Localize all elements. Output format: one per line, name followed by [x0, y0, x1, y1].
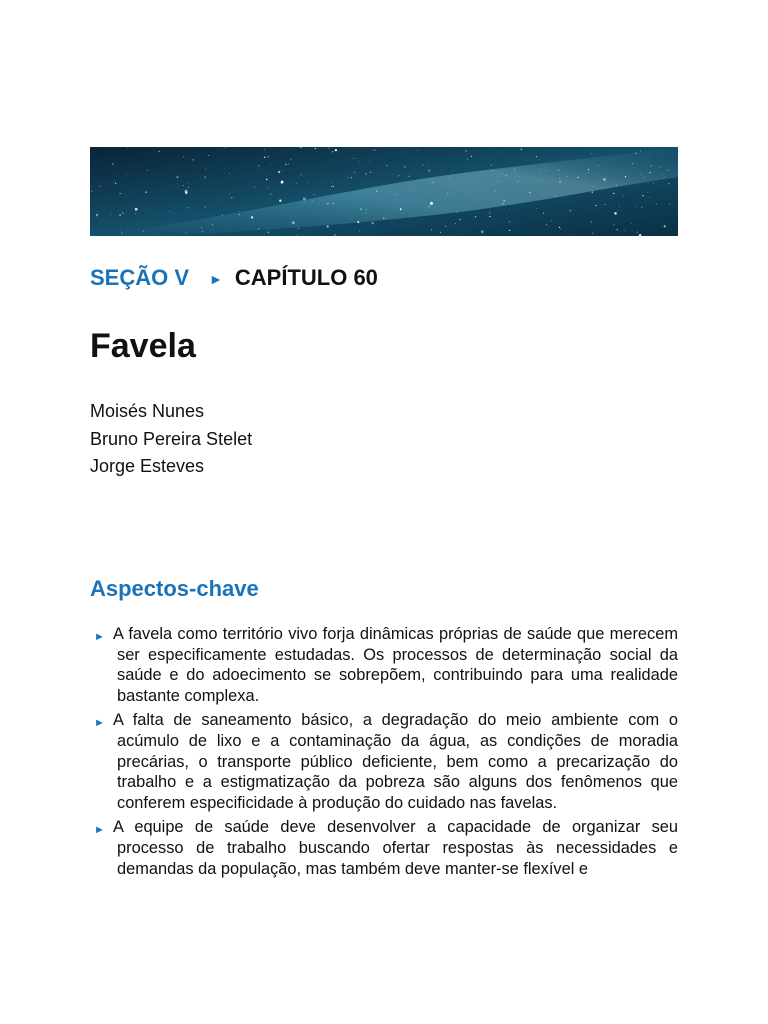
chapter-label: CAPÍTULO 60: [234, 265, 378, 290]
starfield-image: [90, 147, 678, 236]
star-dot: [506, 175, 507, 176]
star-dot: [651, 165, 652, 166]
star-dot: [120, 229, 121, 230]
star-dot: [295, 190, 296, 191]
star-dot: [559, 181, 560, 182]
star-dot: [186, 232, 187, 233]
star-dot: [300, 147, 301, 148]
star-dot: [431, 229, 432, 230]
star-dot: [669, 203, 670, 204]
star-dot: [664, 225, 666, 227]
star-dot: [231, 198, 232, 199]
star-dot: [489, 216, 490, 217]
star-dot: [266, 179, 267, 180]
star-dot: [624, 230, 625, 231]
star-dot: [327, 203, 328, 204]
star-dot: [254, 187, 255, 188]
star-dot: [311, 233, 312, 234]
star-dot: [466, 150, 467, 151]
star-dot: [619, 206, 620, 207]
star-dot: [176, 176, 178, 178]
star-dot: [668, 183, 669, 184]
star-dot: [631, 223, 632, 224]
star-dot: [481, 230, 484, 233]
star-dot: [359, 162, 360, 163]
star-dot: [239, 214, 240, 215]
star-dot: [135, 213, 136, 214]
star-dot: [301, 174, 302, 175]
star-dot: [294, 153, 295, 154]
star-dot: [591, 153, 592, 154]
star-dot: [353, 158, 354, 159]
star-dot: [446, 196, 447, 197]
star-dot: [640, 151, 641, 152]
bullet-arrow-icon: ►: [94, 824, 105, 837]
star-dot: [159, 151, 160, 152]
star-dot: [423, 165, 424, 166]
star-dot: [590, 221, 591, 222]
star-dot: [357, 221, 359, 223]
star-dot: [331, 186, 332, 187]
key-aspect-text: A falta de saneamento básico, a degradação do meio ambiente com o acúmulo de lixo e a contaminação da água, as condições de moradia precárias, o transporte público deficiente, bem como a precarização do trabalho e a estigmatização da pobreza são alguns dos fenômenos que conferem especificidade à produção do cuidado nas favelas.: [113, 711, 678, 812]
star-dot: [351, 177, 352, 178]
star-dot: [224, 225, 225, 226]
star-dot: [332, 183, 333, 184]
star-dot: [372, 222, 374, 224]
star-dot: [151, 182, 152, 183]
star-dot: [400, 208, 402, 210]
star-dot: [360, 208, 361, 209]
star-dot: [270, 164, 271, 165]
star-dot: [635, 153, 636, 154]
star-dot: [498, 199, 499, 200]
star-dot: [529, 192, 530, 193]
star-dot: [264, 149, 265, 150]
star-dot: [135, 208, 138, 211]
header-banner-starfield: [90, 147, 678, 236]
star-dot: [495, 191, 496, 192]
star-dot: [112, 163, 113, 164]
star-dot: [147, 221, 148, 222]
star-dot: [623, 195, 624, 196]
star-dot: [372, 150, 373, 151]
star-dot: [189, 183, 190, 184]
star-dot: [587, 177, 588, 178]
star-dot: [386, 165, 387, 166]
star-dot: [173, 196, 174, 197]
star-dot: [650, 154, 651, 155]
star-dot: [366, 209, 367, 210]
star-dot: [649, 197, 650, 198]
star-dot: [358, 211, 359, 212]
star-dot: [560, 229, 561, 230]
star-dot: [147, 170, 148, 171]
star-dot: [517, 181, 518, 182]
star-dot: [201, 227, 202, 228]
star-dot: [515, 177, 516, 178]
star-dot: [618, 210, 619, 211]
star-dot: [239, 211, 240, 212]
star-dot: [354, 172, 355, 173]
star-dot: [96, 214, 97, 215]
star-dot: [641, 207, 642, 208]
star-dot: [408, 176, 409, 177]
star-dot: [644, 176, 645, 177]
star-dot: [348, 177, 349, 178]
star-dot: [570, 210, 571, 211]
star-dot: [509, 221, 510, 222]
star-dot: [637, 232, 638, 233]
star-dot: [205, 168, 206, 169]
star-dot: [328, 148, 329, 149]
star-dot: [448, 176, 449, 177]
star-dot: [398, 175, 399, 176]
star-dot: [359, 230, 360, 231]
star-dot: [292, 221, 295, 224]
star-dot: [169, 211, 170, 212]
star-dot: [251, 216, 253, 218]
star-dot: [557, 202, 558, 203]
star-dot: [616, 185, 617, 186]
author-name: Jorge Esteves: [90, 456, 205, 476]
star-dot: [205, 176, 206, 177]
star-dot: [631, 231, 632, 232]
star-dot: [296, 183, 297, 184]
star-dot: [297, 235, 298, 236]
star-dot: [491, 165, 492, 166]
star-dot: [546, 170, 547, 171]
star-dot: [559, 227, 560, 228]
star-dot: [450, 179, 451, 180]
star-dot: [212, 224, 213, 225]
star-dot: [668, 170, 669, 171]
author-name: Moisés Nunes: [90, 401, 205, 421]
star-dot: [290, 159, 291, 160]
star-dot: [282, 170, 283, 171]
star-dot: [307, 182, 308, 183]
star-dot: [445, 226, 446, 227]
star-dot: [617, 229, 618, 230]
star-dot: [613, 224, 614, 225]
star-dot: [543, 213, 544, 214]
star-dot: [557, 196, 558, 197]
star-dot: [395, 194, 396, 195]
star-dot: [113, 181, 114, 182]
star-dot: [620, 231, 621, 232]
star-dot: [258, 228, 259, 229]
star-dot: [253, 213, 254, 214]
star-dot: [613, 193, 614, 194]
star-dot: [225, 147, 226, 148]
star-dot: [536, 208, 537, 209]
section-label: SEÇÃO V: [90, 265, 190, 290]
star-dot: [467, 159, 468, 160]
star-dot: [370, 172, 371, 173]
star-dot: [148, 209, 149, 210]
star-dot: [315, 148, 316, 149]
star-dot: [593, 186, 594, 187]
star-dot: [220, 149, 221, 150]
star-dot: [312, 200, 313, 201]
star-dot: [449, 152, 450, 153]
star-dot: [577, 177, 578, 178]
star-dot: [469, 191, 470, 192]
star-dot: [204, 206, 205, 207]
star-dot: [314, 194, 315, 195]
star-dot: [280, 200, 281, 201]
star-dot: [126, 174, 127, 175]
star-dot: [204, 178, 205, 179]
key-aspects-heading: Aspectos-chave: [90, 576, 259, 601]
star-dot: [489, 210, 490, 211]
star-dot: [428, 169, 430, 171]
star-dot: [546, 224, 547, 225]
star-dot: [155, 235, 156, 236]
star-dot: [146, 191, 147, 192]
star-dot: [598, 165, 599, 166]
star-dot: [202, 231, 203, 232]
star-dot: [558, 169, 559, 170]
star-dot: [91, 191, 92, 192]
star-dot: [374, 150, 375, 151]
star-dot: [514, 169, 515, 170]
star-dot: [559, 178, 560, 179]
star-dot: [663, 178, 664, 179]
star-dot: [665, 176, 666, 177]
star-dot: [193, 159, 194, 160]
star-dot: [96, 215, 97, 216]
star-dot: [304, 160, 305, 161]
star-dot: [224, 168, 225, 169]
star-dot: [115, 183, 116, 184]
star-dot: [334, 234, 335, 235]
chapter-title: Favela: [90, 327, 196, 365]
star-dot: [509, 230, 510, 231]
star-dot: [119, 215, 120, 216]
star-dot: [143, 231, 144, 232]
star-dot: [498, 153, 499, 154]
author-list: [90, 398, 252, 481]
star-dot: [471, 156, 472, 157]
star-dot: [604, 204, 605, 205]
key-aspect-text: A equipe de saúde deve desenvolver a capacidade de organizar seu processo de trabalho buscando ofertar respostas às necessidades e demandas da população, mas também deve manter-se flexível e: [113, 818, 678, 878]
star-dot: [322, 180, 323, 181]
star-dot: [366, 213, 367, 214]
star-dot: [566, 176, 567, 177]
bullet-arrow-icon: ►: [94, 717, 105, 730]
star-dot: [183, 185, 184, 186]
star-dot: [92, 186, 93, 187]
star-dot: [649, 172, 650, 173]
star-dot: [208, 155, 209, 156]
star-dot: [457, 182, 458, 183]
star-dot: [281, 180, 284, 183]
star-dot: [592, 233, 593, 234]
star-dot: [190, 198, 191, 199]
star-dot: [120, 193, 121, 194]
star-dot: [614, 212, 617, 215]
star-dot: [333, 186, 334, 187]
star-dot: [365, 173, 366, 174]
star-dot: [536, 156, 537, 157]
star-dot: [656, 204, 657, 205]
star-dot: [504, 200, 505, 201]
star-dot: [428, 166, 429, 167]
star-dot: [379, 200, 380, 201]
author-name: Bruno Pereira Stelet: [90, 428, 253, 449]
star-dot: [222, 215, 223, 216]
star-dot: [285, 164, 286, 165]
star-dot: [278, 171, 280, 173]
star-dot: [290, 213, 291, 214]
star-dot: [632, 163, 633, 164]
section-arrow-icon: ►: [209, 271, 223, 287]
star-dot: [636, 207, 637, 208]
key-aspects-list: [90, 624, 678, 883]
star-dot: [185, 190, 188, 193]
star-dot: [392, 174, 393, 175]
key-aspect-text: A favela como território vivo forja dinâmicas próprias de saúde que merecem ser especificamente estudadas. Os processos de determinação social da saúde e do adoecimento se sobrepõem, contribuindo para uma realidade bastante complexa.: [113, 625, 678, 705]
key-aspect-item: [90, 710, 678, 813]
star-dot: [297, 225, 298, 226]
star-dot: [369, 161, 370, 162]
star-dot: [260, 171, 261, 172]
star-dot: [455, 223, 456, 224]
star-dot: [229, 193, 230, 194]
star-dot: [452, 170, 453, 171]
star-dot: [563, 188, 564, 189]
star-dot: [662, 174, 663, 175]
star-dot: [383, 218, 384, 219]
star-dot: [111, 214, 112, 215]
star-dot: [489, 213, 490, 214]
star-dot: [229, 173, 230, 174]
star-dot: [521, 149, 522, 150]
star-dot: [335, 149, 337, 151]
star-dot: [497, 181, 498, 182]
star-dot: [555, 195, 556, 196]
star-dot: [219, 203, 220, 204]
star-dot: [122, 213, 123, 214]
star-dot: [447, 193, 448, 194]
star-dot: [642, 195, 643, 196]
star-dot: [540, 159, 541, 160]
star-dot: [647, 192, 648, 193]
star-dot: [183, 156, 184, 157]
star-dot: [397, 176, 398, 177]
star-dot: [539, 169, 540, 170]
star-dot: [430, 202, 433, 205]
star-dot: [188, 187, 189, 188]
star-dot: [653, 183, 654, 184]
star-dot: [603, 178, 605, 180]
star-dot: [640, 174, 641, 175]
star-dot: [267, 156, 268, 157]
star-dot: [264, 157, 265, 158]
star-dot: [404, 166, 405, 167]
star-dot: [595, 205, 596, 206]
star-dot: [459, 219, 460, 220]
star-dot: [509, 208, 510, 209]
star-dot: [625, 176, 626, 177]
star-dot: [303, 198, 306, 201]
bullet-arrow-icon: ►: [94, 631, 105, 643]
star-dot: [270, 194, 271, 195]
section-chapter-line: [90, 262, 378, 294]
star-dot: [673, 221, 674, 222]
star-dot: [333, 203, 334, 204]
star-dot: [268, 187, 269, 188]
star-dot: [502, 203, 503, 204]
star-dot: [440, 232, 441, 233]
star-dot: [475, 216, 476, 217]
star-dot: [592, 191, 593, 192]
star-dot: [121, 233, 122, 234]
star-dot: [298, 228, 299, 229]
star-dot: [551, 220, 552, 221]
star-dot: [417, 150, 418, 151]
star-dot: [174, 213, 175, 214]
star-dot: [258, 165, 259, 166]
key-aspect-item: [90, 817, 678, 879]
star-dot: [509, 202, 510, 203]
star-dot: [457, 212, 458, 213]
star-dot: [376, 191, 377, 192]
star-dot: [588, 169, 589, 170]
star-dot: [402, 152, 403, 153]
star-dot: [569, 234, 570, 235]
star-dot: [100, 186, 101, 187]
star-dot: [492, 170, 493, 171]
star-dot: [433, 182, 434, 183]
star-dot: [268, 232, 269, 233]
star-dot: [187, 207, 188, 208]
star-dot: [288, 163, 289, 164]
key-aspect-item: [90, 624, 678, 706]
star-dot: [660, 167, 661, 168]
star-dot: [231, 197, 232, 198]
star-dot: [519, 176, 520, 177]
star-dot: [332, 151, 333, 152]
star-dot: [588, 172, 589, 173]
star-dot: [327, 225, 329, 227]
star-dot: [429, 206, 430, 207]
